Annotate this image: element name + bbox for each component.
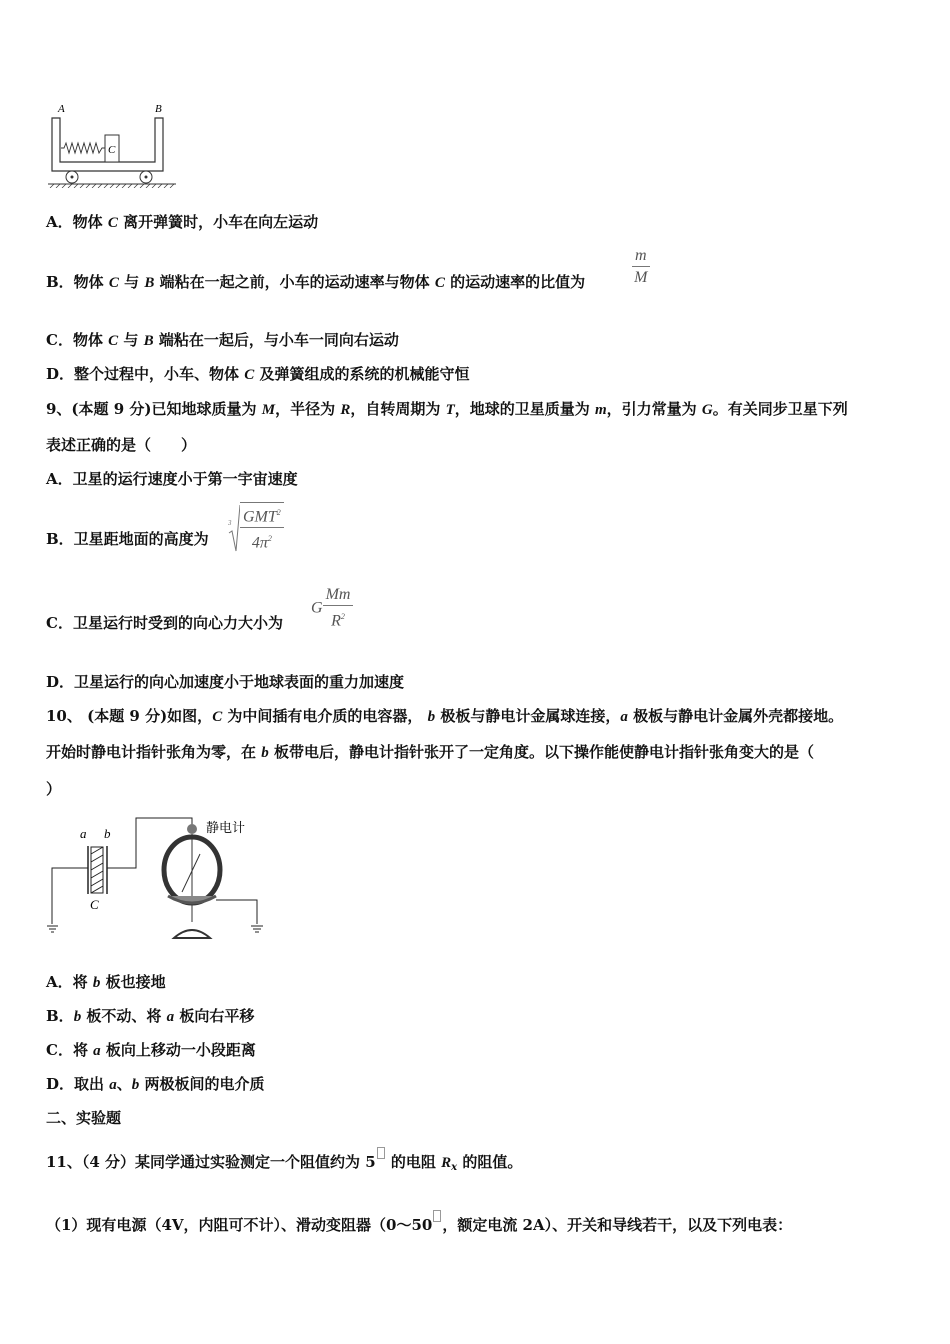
plate-a-label: a [80,826,87,841]
exp: 2 [267,534,272,544]
frac-num: Mm [323,585,354,606]
variable: b [427,709,436,725]
text-segment: ，自转周期为 [350,400,446,418]
text-segment: 板不动、将 [81,1007,167,1025]
variable: B [143,333,154,349]
electroscope-label: 静电计 [206,820,246,835]
q8-option-b [46,272,585,293]
text-segment: 端粘在一起后，与小车一同向右运动 [153,331,399,349]
variable: R [441,1155,452,1171]
text-segment: 与 [118,273,145,291]
section-heading [46,1108,121,1128]
variable: C [108,333,119,349]
q9-option-c [46,613,283,633]
q9-option-b [46,529,209,549]
variable: a [93,1043,101,1059]
capacitor-label: C [90,897,99,912]
text-segment: 板向上移动一小段距离 [100,1041,256,1059]
text-segment: 9、(本题 9 分)已知地球质量为 [46,400,262,418]
root-sign [228,503,240,553]
text-segment: 极板与静电计金属外壳都接地。 [627,707,844,725]
text-segment: D．整个过程中，小车、物体 [46,365,245,383]
variable: a [620,709,628,725]
text-segment: A．卫星的运行速度小于第一宇宙速度 [46,470,298,488]
variable: a [166,1009,175,1025]
q10-stem-2 [46,742,814,763]
missing-glyph-box [377,1147,385,1159]
text-segment: 板也接地 [100,973,166,991]
text-segment: C．将 [46,1041,94,1059]
text-segment: C．物体 [46,331,109,349]
const-g: G [311,599,323,617]
plate-b-label: b [104,826,111,841]
q11-part-1 [46,1210,792,1235]
frac-den: R [331,612,341,630]
q10-option-d [46,1074,264,1095]
variable: C [244,367,255,383]
text-segment: 与 [118,331,144,349]
text-segment: 及弹簧组成的系统的机械能守恒 [254,365,470,383]
variable: b [131,1077,140,1093]
label-c: C [108,144,116,156]
variable: B [144,275,155,291]
text-segment: 。有关同步卫星下列 [712,400,848,418]
text-segment: 表述正确的是（ ） [46,436,197,454]
text-segment: 、 [116,1075,132,1093]
variable: T [445,402,455,418]
q9-option-a [46,469,298,489]
variable: a [109,1077,117,1093]
q8-option-c [46,330,399,351]
text-segment: 二、实验题 [46,1109,122,1127]
text-segment: ） [46,780,62,798]
text-segment: B．卫星距地面的高度为 [46,530,209,548]
variable: b [92,975,101,991]
formula-m-over-M [632,246,650,289]
text-segment: C．卫星运行时受到的向心力大小为 [46,614,283,632]
q10-option-a [46,972,166,993]
q10-option-c [46,1040,256,1061]
text-segment: 11、（4 分）某同学通过实验测定一个阻值约为 5 [46,1153,376,1171]
text-segment: 板向右平移 [174,1007,255,1025]
electroscope-figure [44,812,274,947]
variable: b [73,1009,82,1025]
frac-num: m [632,246,650,267]
text-segment: B． [46,1007,74,1025]
q9-stem-1 [46,399,848,420]
label-b: B [155,103,162,115]
text-segment: ，半径为 [275,400,341,418]
variable: x [451,1162,458,1173]
text-segment: A．物体 [46,213,108,231]
text-segment: 为中间插有电介质的电容器， [222,707,428,725]
q9-option-d [46,672,404,692]
cart-spring-figure [44,98,184,188]
variable: R [340,402,351,418]
text-segment: 开始时静电计指针张角为零，在 [46,743,262,761]
exp: 2 [276,508,281,517]
text-segment: 10、 (本题 9 分)如图， [46,707,213,725]
q8-option-a [46,212,318,233]
text-segment: ，引力常量为 [606,400,702,418]
root-index: 3 [228,519,232,528]
variable: m [594,402,607,418]
formula-force [311,585,353,632]
text-segment: 的电阻 [385,1153,442,1171]
variable: C [434,275,445,291]
text-segment: （1）现有电源（4V，内阻可不计）、滑动变阻器（0～50 [46,1216,433,1234]
text-segment: 离开弹簧时，小车在向左运动 [117,213,319,231]
text-segment: D．卫星运行的向心加速度小于地球表面的重力加速度 [46,673,405,691]
q11-stem [46,1147,522,1178]
text-segment: 的阻值。 [457,1153,523,1171]
frac-den: 4π [251,534,268,552]
variable: C [107,215,118,231]
exp: 2 [340,612,345,621]
frac-den: M [634,269,648,286]
text-segment: 两极板间的电介质 [139,1075,265,1093]
q10-stem-1 [46,706,843,727]
text-segment: 端粘在一起之前，小车的运动速率与物体 [154,273,435,291]
text-segment: D．取出 [46,1075,110,1093]
formula-height [228,502,284,555]
variable: G [701,402,713,418]
variable: C [212,709,223,725]
text-segment: ，额定电流 2A）、开关和导线若干，以及下列电表： [442,1216,793,1234]
q9-stem-2 [46,435,196,455]
q10-option-b [46,1006,254,1027]
variable: M [261,402,276,418]
label-a: A [58,103,65,115]
text-segment: A．将 [46,973,93,991]
q8-option-d [46,364,469,385]
text-segment: B．物体 [46,273,109,291]
missing-glyph-box [433,1210,441,1222]
q10-stem-3 [46,779,61,799]
variable: C [108,275,119,291]
text-segment: ，地球的卫星质量为 [454,400,595,418]
variable: b [261,745,269,761]
frac-num: GMT [243,508,277,526]
text-segment: 的运动速率的比值为 [444,273,586,291]
text-segment: 板带电后，静电计指针张开了一定角度。以下操作能使静电计指针张角变大的是（ [268,743,814,761]
text-segment: 极板与静电计金属球连接， [435,707,621,725]
